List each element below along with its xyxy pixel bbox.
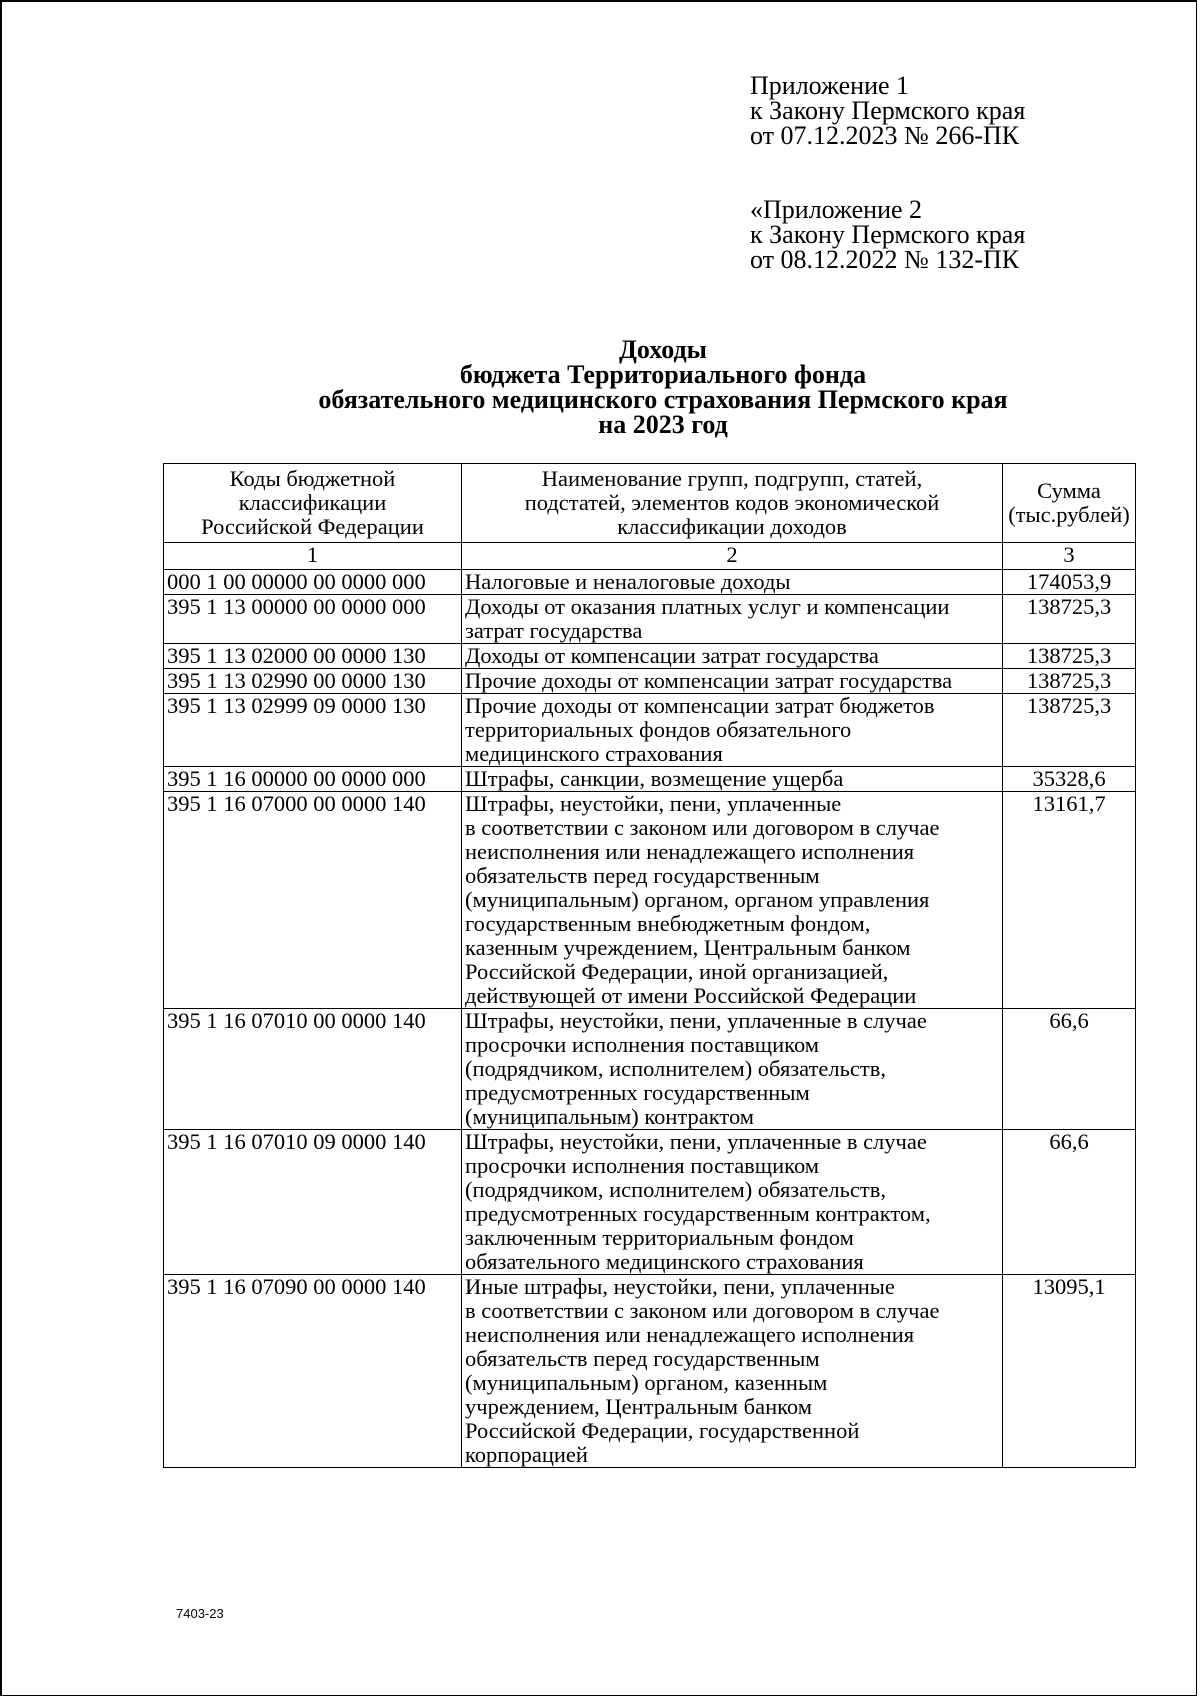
revenue-name-line: неисполнения или ненадлежащего исполнения (465, 1322, 915, 1347)
revenue-name-line: Штрафы, неустойки, пени, уплаченные (465, 791, 842, 816)
revenue-name-line: в соответствии с законом или договором в случае (465, 1298, 940, 1323)
amount-cell: 66,6 (1003, 1009, 1136, 1130)
revenue-name-line: (подрядчиком, исполнителем) обязательств, (465, 1177, 886, 1202)
revenue-name-line: Прочие доходы от компенсации затрат государства (465, 668, 953, 693)
appendix-2-line-1: «Приложение 2 (750, 195, 923, 224)
budget-code-cell: 395 1 13 00000 00 0000 000 (164, 595, 462, 644)
table-row (164, 669, 1136, 694)
revenue-table (163, 463, 1136, 1468)
revenue-name-line: предусмотренных государственным контрактом, (465, 1201, 931, 1226)
header-name-line: Наименование групп, подгрупп, статей, (541, 466, 923, 491)
budget-code-cell: 395 1 16 07000 00 0000 140 (164, 792, 462, 1009)
revenue-name-line: учреждением, Центральным банком (465, 1394, 812, 1419)
amount-cell: 138725,3 (1003, 669, 1136, 694)
revenue-name-line: казенным учреждением, Центральным банком (465, 935, 911, 960)
revenue-name-line: просрочки исполнения поставщиком (465, 1032, 820, 1057)
column-number: 3 (1003, 543, 1136, 570)
revenue-name-cell (462, 595, 1003, 644)
amount-cell: 138725,3 (1003, 595, 1136, 644)
revenue-name-line: государственным внебюджетным фондом, (465, 911, 871, 936)
appendix-1-line-3: от 07.12.2023 № 266-ПК (750, 121, 1020, 150)
header-code-line: классификации (238, 490, 387, 515)
revenue-name-cell (462, 644, 1003, 669)
amount-cell: 13161,7 (1003, 792, 1136, 1009)
budget-code-cell: 395 1 13 02990 00 0000 130 (164, 669, 462, 694)
table-row (164, 644, 1136, 669)
header-name-line: подстатей, элементов кодов экономической (524, 490, 940, 515)
table-row (164, 1009, 1136, 1130)
title-line-4: на 2023 год (598, 410, 728, 439)
budget-code-cell: 395 1 13 02999 09 0000 130 (164, 694, 462, 767)
revenue-name-line: Штрафы, неустойки, пени, уплаченные в случае (465, 1129, 927, 1154)
revenue-name-cell (462, 767, 1003, 792)
document-title (163, 337, 1163, 437)
title-line-1: Доходы (619, 335, 707, 364)
revenue-name-line: обязательного медицинского страхования (465, 1249, 864, 1274)
revenue-name-cell (462, 570, 1003, 595)
revenue-name-cell (462, 1130, 1003, 1275)
revenue-name-cell (462, 1275, 1003, 1468)
revenue-name-line: просрочки исполнения поставщиком (465, 1153, 820, 1178)
header-amount (1003, 464, 1136, 543)
table-header-row (164, 464, 1136, 543)
revenue-name-line: (муниципальным) органом, органом управления (465, 887, 930, 912)
appendix-1-reference (750, 73, 1025, 148)
revenue-name-line: Российской Федерации, государственной (465, 1418, 860, 1443)
budget-code-cell: 395 1 16 07010 09 0000 140 (164, 1130, 462, 1275)
title-line-2: бюджета Территориального фонда (459, 360, 867, 389)
appendix-1-line-1: Приложение 1 (750, 71, 910, 100)
appendix-2-line-3: от 08.12.2022 № 132-ПК (750, 245, 1020, 274)
amount-cell: 138725,3 (1003, 694, 1136, 767)
revenue-name-line: в соответствии с законом или договором в случае (465, 815, 940, 840)
revenue-name-line: Иные штрафы, неустойки, пени, уплаченные (465, 1274, 895, 1299)
revenue-name-line: предусмотренных государственным (465, 1080, 810, 1105)
header-name (462, 464, 1003, 543)
revenue-name-line: действующей от имени Российской Федерации (465, 983, 917, 1008)
document-code: 7403-23 (176, 1606, 224, 1621)
revenue-name-line: территориальных фондов обязательного (465, 717, 852, 742)
table-row (164, 1130, 1136, 1275)
header-code-line: Российской Федерации (201, 514, 424, 539)
revenue-name-line: (муниципальным) контрактом (465, 1104, 755, 1129)
revenue-name-cell (462, 694, 1003, 767)
table-row (164, 792, 1136, 1009)
revenue-name-line: Штрафы, неустойки, пени, уплаченные в случае (465, 1008, 927, 1033)
revenue-name-line: Российской Федерации, иной организацией, (465, 959, 889, 984)
appendix-1-line-2: к Закону Пермского края (750, 96, 1026, 125)
revenue-name-line: корпорацией (465, 1442, 588, 1467)
revenue-name-line: неисполнения или ненадлежащего исполнения (465, 839, 915, 864)
amount-cell: 13095,1 (1003, 1275, 1136, 1468)
amount-cell: 35328,6 (1003, 767, 1136, 792)
column-number: 1 (164, 543, 462, 570)
table-row (164, 570, 1136, 595)
appendix-2-line-2: к Закону Пермского края (750, 220, 1026, 249)
budget-code-cell: 395 1 16 00000 00 0000 000 (164, 767, 462, 792)
budget-code-cell: 000 1 00 00000 00 0000 000 (164, 570, 462, 595)
column-number-row (164, 543, 1136, 570)
revenue-name-line: медицинского страхования (465, 741, 723, 766)
revenue-name-line: (подрядчиком, исполнителем) обязательств, (465, 1056, 886, 1081)
table-row (164, 1275, 1136, 1468)
header-code-line: Коды бюджетной (229, 466, 396, 491)
table-row (164, 767, 1136, 792)
revenue-name-line: Штрафы, санкции, возмещение ущерба (465, 766, 844, 791)
title-line-3: обязательного медицинского страхования Пермского края (318, 385, 1008, 414)
revenue-name-line: Доходы от оказания платных услуг и компенсации (465, 594, 950, 619)
revenue-name-line: затрат государства (465, 618, 643, 643)
table-row (164, 595, 1136, 644)
header-name-line: классификации доходов (617, 514, 847, 539)
appendix-2-reference (750, 197, 1025, 272)
revenue-name-line: (муниципальным) органом, казенным (465, 1370, 828, 1395)
amount-cell: 174053,9 (1003, 570, 1136, 595)
budget-code-cell: 395 1 13 02000 00 0000 130 (164, 644, 462, 669)
revenue-name-cell (462, 1009, 1003, 1130)
revenue-name-line: Налоговые и неналоговые доходы (465, 569, 791, 594)
revenue-name-line: Доходы от компенсации затрат государства (465, 643, 879, 668)
column-number: 2 (462, 543, 1003, 570)
header-code (164, 464, 462, 543)
budget-code-cell: 395 1 16 07010 00 0000 140 (164, 1009, 462, 1130)
table-row (164, 694, 1136, 767)
amount-cell: 66,6 (1003, 1130, 1136, 1275)
revenue-name-line: обязательств перед государственным (465, 863, 820, 888)
budget-code-cell: 395 1 16 07090 00 0000 140 (164, 1275, 462, 1468)
revenue-name-cell (462, 669, 1003, 694)
revenue-name-cell (462, 792, 1003, 1009)
revenue-name-line: обязательств перед государственным (465, 1346, 820, 1371)
revenue-name-line: Прочие доходы от компенсации затрат бюджетов (465, 693, 935, 718)
amount-cell: 138725,3 (1003, 644, 1136, 669)
header-amount-line: (тыс.рублей) (1008, 502, 1130, 527)
revenue-name-line: заключенным территориальным фондом (465, 1225, 854, 1250)
header-amount-line: Сумма (1037, 478, 1101, 503)
